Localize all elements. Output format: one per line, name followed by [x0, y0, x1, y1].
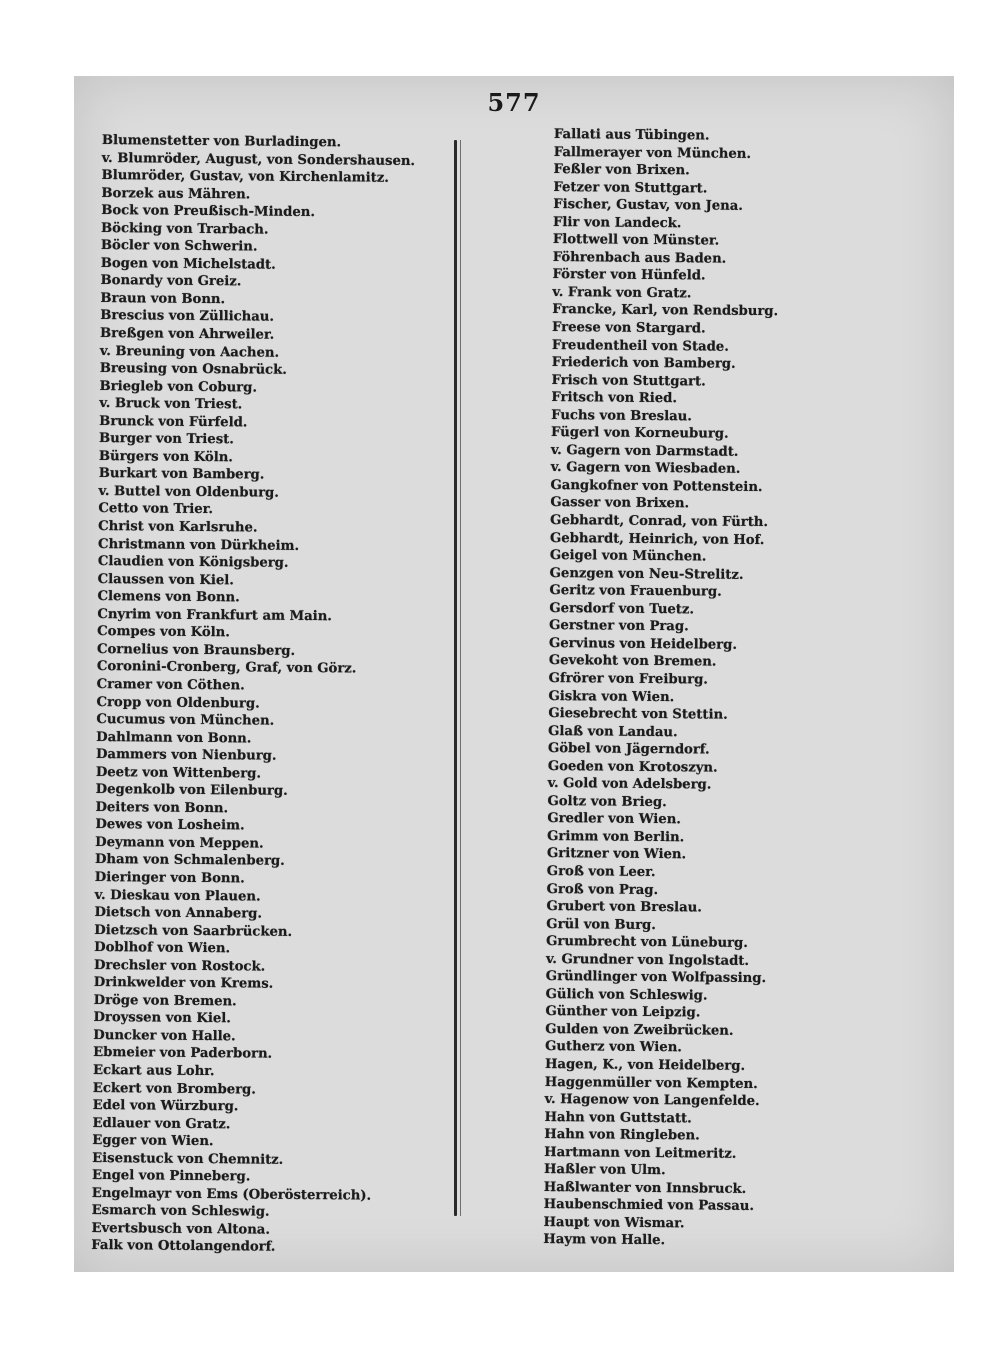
list-item: Geritz von Frauenburg.: [549, 583, 722, 600]
list-item: Günther von Leipzig.: [545, 1004, 701, 1021]
column-divider: [454, 140, 457, 1216]
list-item: Cramer von Cöthen.: [96, 676, 245, 694]
list-item: Evertsbusch von Altona.: [91, 1220, 271, 1238]
list-item: Eckart aus Lohr.: [92, 1062, 215, 1080]
list-item: Hagen, K., von Heidelberg.: [544, 1056, 746, 1074]
list-item: Hartmann von Leitmeritz.: [544, 1144, 737, 1162]
list-item: Gersdorf von Tuetz.: [549, 600, 695, 618]
list-item: Eckert von Bromberg.: [92, 1080, 256, 1098]
list-item: Groß von Leer.: [546, 863, 656, 880]
list-item: Braun von Bonn.: [100, 290, 226, 308]
list-item: v. Gold von Adelsberg.: [547, 776, 712, 793]
list-item: Claudien von Königsberg.: [97, 554, 289, 571]
list-item: Bogen von Michelstadt.: [100, 255, 276, 273]
list-item: Edel von Würzburg.: [92, 1098, 239, 1115]
list-item: Cucumus von München.: [96, 712, 275, 729]
list-item: Fallati aus Tübingen.: [553, 126, 710, 144]
list-item: Eisenstuck von Chemnitz.: [92, 1150, 284, 1168]
list-item: Goeden von Krotoszyn.: [547, 758, 718, 776]
list-item: Bürgers von Köln.: [98, 448, 234, 466]
list-item: Egger von Wien.: [92, 1133, 214, 1150]
list-item: Doblhof von Wien.: [94, 940, 231, 957]
list-item: v. Breuning von Aachen.: [99, 343, 280, 361]
list-item: Breßgen von Ahrweiler.: [99, 326, 275, 343]
column-divider-shadow: [460, 140, 461, 1216]
list-item: Breusing von Osnabrück.: [99, 361, 287, 378]
list-item: Föhrenbach aus Baden.: [552, 249, 727, 267]
list-item: Gebhardt, Heinrich, von Hof.: [549, 530, 765, 548]
list-item: Dieringer von Bonn.: [94, 869, 245, 887]
list-item: v. Bruck von Triest.: [99, 396, 243, 413]
list-item: Esmarch von Schleswig.: [91, 1203, 270, 1221]
list-item: Cropp von Oldenburg.: [96, 694, 260, 712]
list-item: Grimm von Berlin.: [547, 828, 685, 846]
list-item: Haym von Halle.: [543, 1232, 666, 1249]
list-item: Cornelius von Braunsberg.: [96, 641, 296, 659]
list-item: Christmann von Dürkheim.: [97, 536, 300, 554]
list-item: Frisch von Stuttgart.: [551, 372, 706, 390]
list-item: Fügerl von Korneuburg.: [550, 425, 729, 442]
list-item: Degenkolb von Eilenburg.: [95, 782, 288, 800]
list-item: Grumbrecht von Lüneburg.: [546, 934, 748, 952]
list-item: Haubenschmied von Passau.: [543, 1197, 755, 1215]
list-item: Gredler von Wien.: [547, 811, 681, 828]
list-item: Cetto von Trier.: [98, 501, 214, 518]
list-item: Coronini-Cronberg, Graf, von Görz.: [96, 659, 357, 677]
list-item: Gründlinger von Wolfpassing.: [545, 969, 767, 987]
list-item: Burger von Triest.: [98, 431, 234, 448]
list-item: Dham von Schmalenberg.: [94, 852, 285, 870]
list-item: Compes von Köln.: [97, 624, 230, 641]
list-item: Dietsch von Annaberg.: [94, 905, 263, 922]
list-item: Gangkofner von Pottenstein.: [550, 477, 763, 495]
list-item: Gervinus von Heidelberg.: [548, 635, 738, 653]
list-item: Deymann von Meppen.: [95, 834, 264, 852]
list-item: Glaß von Landau.: [548, 723, 678, 740]
list-item: Droyssen von Kiel.: [93, 1010, 231, 1027]
list-item: Flottwell von Münster.: [552, 232, 720, 249]
list-item: Drechsler von Rostock.: [93, 957, 266, 975]
list-item: Gulden von Zweibrücken.: [545, 1021, 734, 1039]
list-item: Fischer, Gustav, von Jena.: [553, 197, 743, 215]
list-item: Haßler von Ulm.: [543, 1162, 666, 1179]
list-item: Feßler von Brixen.: [553, 162, 690, 179]
list-item: Genzgen von Neu-Strelitz.: [549, 565, 744, 583]
list-item: Freudentheil von Stade.: [551, 337, 729, 355]
list-item: Böcler von Schwerin.: [100, 238, 258, 255]
list-item: Dietzsch von Saarbrücken.: [94, 922, 293, 940]
list-item: Fritsch von Ried.: [551, 390, 678, 407]
list-item: Bonardy von Greiz.: [100, 273, 242, 290]
list-item: Fallmerayer von München.: [553, 144, 752, 162]
list-item: Friederich von Bamberg.: [551, 355, 736, 372]
list-item: v. Hagenow von Langenfelde.: [544, 1092, 760, 1110]
list-item: Drinkwelder von Krems.: [93, 975, 274, 992]
list-item: Dammers von Nienburg.: [95, 747, 277, 764]
list-item: Fuchs von Breslau.: [551, 407, 692, 425]
list-item: Giskra von Wien.: [548, 688, 675, 705]
list-item: Blumenstetter von Burladingen.: [101, 132, 342, 151]
list-item: Cnyrim von Frankfurt am Main.: [97, 606, 332, 624]
list-item: Gebhardt, Conrad, von Fürth.: [550, 513, 769, 531]
list-item: Ebmeier von Paderborn.: [93, 1045, 273, 1063]
list-item: Göbel von Jägerndorf.: [547, 741, 710, 758]
list-item: Dröge von Bremen.: [93, 992, 237, 1010]
list-item: Dewes von Losheim.: [95, 817, 245, 834]
list-item: Groß von Prag.: [546, 881, 659, 898]
list-item: Burkart von Bamberg.: [98, 466, 265, 483]
name-list-left: [91, 132, 415, 1258]
list-item: Blumröder, Gustav, von Kirchenlamitz.: [101, 168, 389, 186]
list-item: Grül von Burg.: [546, 916, 656, 933]
list-item: Duncker von Halle.: [93, 1027, 236, 1045]
list-item: Förster von Hünfeld.: [552, 267, 706, 284]
list-item: Gfrörer von Freiburg.: [548, 670, 709, 688]
list-item: Francke, Karl, von Rendsburg.: [552, 302, 779, 320]
list-item: Brescius von Züllichau.: [100, 308, 275, 326]
list-item: v. Gagern von Darmstadt.: [550, 442, 739, 460]
list-item: Giesebrecht von Stettin.: [548, 706, 728, 723]
list-item: Engelmayr von Ems (Oberösterreich).: [91, 1185, 372, 1204]
list-item: Borzek aus Mähren.: [101, 185, 251, 203]
list-item: Brunck von Fürfeld.: [99, 413, 248, 431]
list-item: Hahn von Ringleben.: [544, 1127, 700, 1144]
name-list-right: [543, 126, 780, 1251]
list-item: Fetzer von Stuttgart.: [553, 179, 708, 197]
list-item: Falk von Ottolangendorf.: [91, 1238, 276, 1256]
list-item: Böcking von Trarbach.: [101, 220, 269, 238]
list-item: Briegleb von Coburg.: [99, 378, 258, 396]
list-item: Engel von Pinneberg.: [91, 1168, 251, 1185]
list-item: Geigel von München.: [549, 548, 707, 565]
list-item: Dahlmann von Bonn.: [96, 729, 252, 747]
list-item: Clemens von Bonn.: [97, 589, 240, 606]
list-item: Goltz von Brieg.: [547, 793, 667, 810]
list-item: Claussen von Kiel.: [97, 571, 234, 588]
list-item: Christ von Karlsruhe.: [98, 519, 258, 536]
list-item: Gutherz von Wien.: [545, 1039, 682, 1056]
list-item: v. Gagern von Wiesbaden.: [550, 460, 741, 478]
list-item: Gevekoht von Bremen.: [548, 653, 717, 670]
list-item: v. Dieskau von Plauen.: [94, 887, 261, 905]
scanned-page: [74, 76, 954, 1272]
list-item: Gasser von Brixen.: [550, 495, 690, 512]
list-item: v. Frank von Gratz.: [552, 284, 692, 302]
list-item: Haßlwanter von Innsbruck.: [543, 1179, 747, 1197]
list-item: Gritzner von Wien.: [546, 846, 687, 863]
list-item: Gülich von Schleswig.: [545, 986, 708, 1004]
list-item: Gerstner von Prag.: [549, 618, 689, 635]
page-number: 577: [487, 88, 541, 117]
list-item: Hahn von Guttstatt.: [544, 1109, 692, 1126]
list-item: Flir von Landeck.: [553, 214, 682, 231]
list-item: v. Blumröder, August, von Sondershausen.: [101, 150, 416, 169]
list-item: Haggenmüller von Kempten.: [544, 1074, 758, 1092]
list-item: Deetz von Wittenberg.: [95, 764, 262, 782]
list-item: Bock von Preußisch-Minden.: [101, 203, 316, 221]
list-item: Freese von Stargard.: [551, 320, 706, 337]
list-item: Grubert von Breslau.: [546, 899, 702, 916]
list-item: Haupt von Wismar.: [543, 1214, 685, 1232]
list-item: Edlauer von Gratz.: [92, 1115, 231, 1132]
list-item: Deiters von Bonn.: [95, 799, 229, 817]
list-item: v. Buttel von Oldenburg.: [98, 483, 279, 501]
list-item: v. Grundner von Ingolstadt.: [545, 951, 750, 969]
